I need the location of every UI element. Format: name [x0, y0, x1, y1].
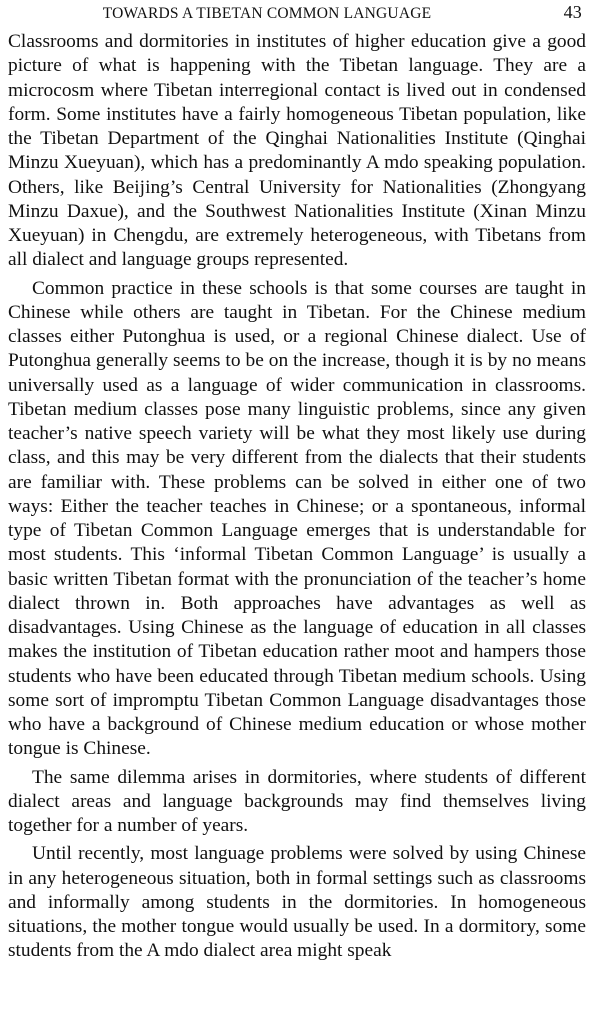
- paragraph-common-practice: Common practice in these schools is that some courses are taught in Chinese while others are taught in Tibetan. For the Chinese medium classes either Putonghua is used, or a regional Chinese dialect. Use of Putonghua generally seems to be on the increase, though it is by no means universally used as a language of wider communication in classrooms. Tibetan medium classes pose many linguistic problems, since any given teacher’s native speech variety will be what they most likely use during class, and this may be very different from the dialects that their students are familiar with. These problems can be solved in either one of two ways: Either the teacher teaches in Chinese; or a spontaneous, informal type of Tibetan Common Language emerges that is understandable for most students. This ‘informal Tibetan Common Language’ is usually a basic written Tibetan format with the pronunciation of the teacher’s home dialect thrown in. Both approaches have advantages as well as disadvantages. Using Chinese as the language of education in all classes makes the institution of Tibetan education rather moot and hampers those students who have been educated through Tibetan medium schools. Using some sort of impromptu Tibetan Common Language disadvantages those who have a background of Chinese medium education or whose mother tongue is Chinese.: [8, 277, 586, 760]
- paragraph-dormitories: The same dilemma arises in dormitories, where students of different dialect areas and language backgrounds may find themselves living together for a number of years.: [8, 766, 586, 836]
- running-title: TOWARDS A TIBETAN COMMON LANGUAGE: [102, 5, 432, 22]
- body-text: [8, 30, 586, 964]
- paragraph-institutes: Classrooms and dormitories in institutes of higher education give a good picture of what is happening with the Tibetan language. They are a microcosm where Tibetan interregional contact is lived out in condensed form. Some institutes have a fairly homogeneous Tibetan population, like the Tibetan Department of the Qinghai Nationalities Institute (Qinghai Minzu Xueyuan), which has a predominantly A mdo speaking population. Others, like Beijing’s Central University for Nationalities (Zhongyang Minzu Daxue), and the Southwest Nationalities Institute (Xinan Minzu Xueyuan) in Chengdu, are extremely heterogeneous, with Tibetans from all dialect and language groups represented.: [8, 31, 586, 271]
- page-number: 43: [563, 2, 582, 22]
- running-head: [8, 0, 586, 30]
- paragraph-until-recently: Until recently, most language problems were solved by using Chinese in any heterogeneous situation, both in formal settings such as classrooms and informally among students in the dormitories. In homogeneous situations, the mother tongue would usually be used. In a dormitory, some students from the A mdo dialect area might speak: [8, 843, 586, 962]
